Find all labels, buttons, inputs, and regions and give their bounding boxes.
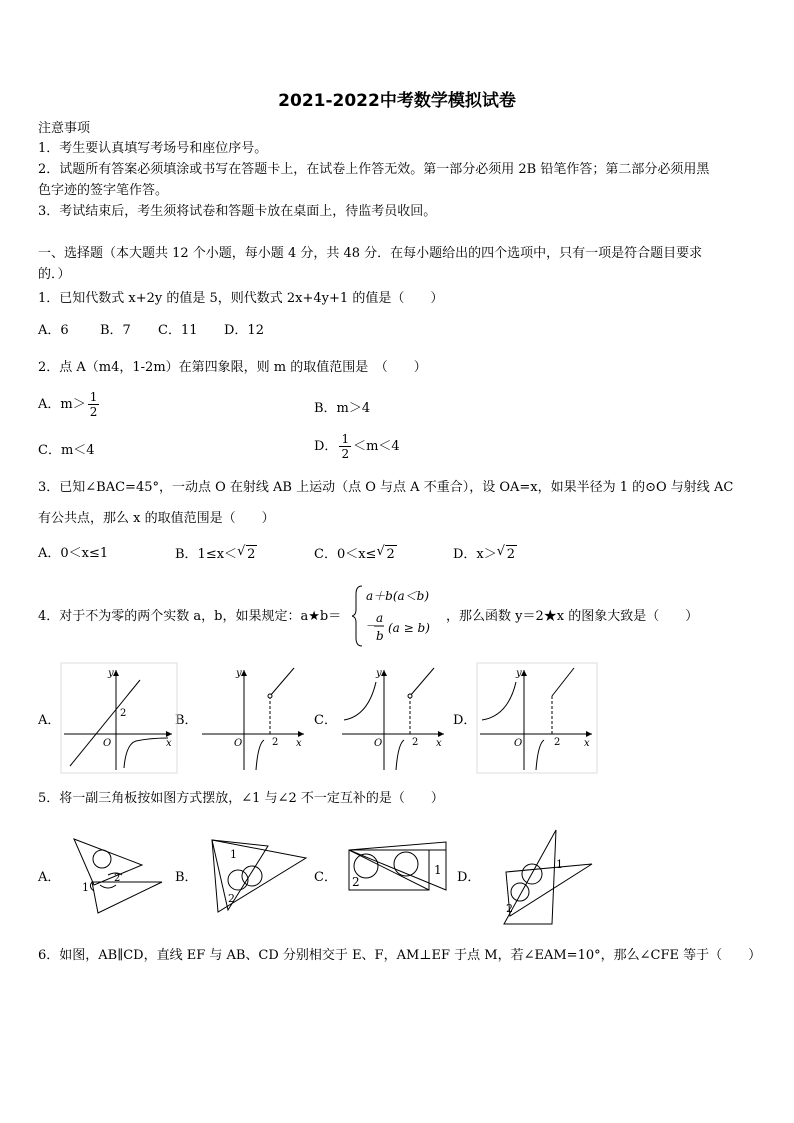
set-square-figure-c <box>346 838 454 894</box>
origin-label: O <box>234 738 243 749</box>
graph-b <box>198 662 310 774</box>
q2-option-b: B．m＞4 <box>314 401 371 416</box>
q2-option-d-prefix: D． <box>314 439 338 454</box>
fraction-numerator: 1 <box>89 390 98 404</box>
q1-option-d: D．12 <box>224 323 264 338</box>
q3-option-b-text: B．1≤x＜ <box>175 547 238 562</box>
set-square-figure-a <box>70 835 170 917</box>
case-2-sign: － <box>366 619 379 633</box>
q4-option-d-label: D． <box>453 713 477 728</box>
angle-2-label: 2 <box>114 873 121 884</box>
angle-1-label: 1 <box>556 858 563 871</box>
tick-label: 2 <box>554 737 561 748</box>
q2-option-c: C．m＜4 <box>38 443 95 458</box>
fraction-denominator: 2 <box>89 405 98 419</box>
sqrt-symbol: √ 2 <box>506 545 517 564</box>
question-6-stem: 6．如图，AB∥CD，直线 EF 与 AB、CD 分别相交于 E、F，AM⊥EF 于点 M，若∠EAM=10°，那么∠CFE 等于（ ） <box>38 948 762 963</box>
set-square-figure-d <box>500 828 598 928</box>
q4-option-c-label: C． <box>314 713 337 728</box>
case-2-denominator: b <box>376 629 384 643</box>
x-axis-label: x <box>584 738 590 749</box>
y-axis-label: y <box>516 668 522 679</box>
origin-label: O <box>514 738 523 749</box>
q3-option-a: A．0＜x≤1 <box>38 546 109 561</box>
fraction <box>339 432 351 461</box>
question-4-stem-suffix: ，那么函数 y＝2★x 的图象大致是（ ） <box>446 609 699 624</box>
tick-label: 2 <box>120 708 127 719</box>
x-axis-label: x <box>166 738 172 749</box>
angle-2-label: 2 <box>228 892 235 905</box>
y-axis-label: y <box>236 668 242 679</box>
y-axis-label: y <box>376 668 382 679</box>
q2-option-d-suffix: ＜m＜4 <box>353 439 400 454</box>
q1-option-b: B．7 <box>100 323 131 338</box>
fraction-numerator: 1 <box>341 432 350 446</box>
tick-label: 2 <box>272 737 279 748</box>
x-axis-label: x <box>436 738 442 749</box>
question-2-stem: 2．点 A（m4，1-2m）在第四象限，则 m 的取值范围是 （ ） <box>38 360 427 375</box>
notice-heading: 注意事项 <box>38 121 91 136</box>
q2-option-a-text: A．m＞ <box>38 397 86 412</box>
case-1: a＋b(a＜b) <box>366 589 430 603</box>
q5-option-a-label: A． <box>38 870 61 885</box>
sqrt-symbol: √ 2 <box>385 545 396 564</box>
angle-2-label: 2 <box>506 902 513 915</box>
origin-label: O <box>374 738 383 749</box>
q4-option-a-label: A． <box>38 713 61 728</box>
angle-1-label: 1 <box>230 848 237 861</box>
q3-option-b <box>175 545 257 564</box>
q5-option-b-label: B． <box>175 870 198 885</box>
case-2-condition: (a ≥ b) <box>388 621 430 635</box>
q2-option-d <box>314 432 400 461</box>
question-3-stem-cont: 有公共点，那么 x 的取值范围是（ ） <box>38 511 275 526</box>
section-heading-cont: 的．） <box>38 267 71 282</box>
angle-1-label: 1 <box>434 863 442 877</box>
y-axis-label: y <box>108 668 114 679</box>
question-4-stem-prefix: 4．对于不为零的两个实数 a，b，如果规定：a★b＝ <box>38 609 342 624</box>
fraction <box>88 390 100 419</box>
case-2-numerator: a <box>376 611 384 625</box>
notice-item: 3．考试结束后，考生须将试卷和答题卡放在桌面上，待监考员收回。 <box>38 204 437 219</box>
notice-item: 2．试题所有答案必须填涂或书写在答题卡上，在试卷上作答无效。第一部分必须用 2B 铅笔作答；第二部分必须用黑 <box>38 162 710 177</box>
piecewise-definition <box>352 584 442 648</box>
origin-label: O <box>103 738 112 749</box>
question-3-stem: 3．已知∠BAC=45°，一动点 O 在射线 AB 上运动（点 O 与点 A 不重合），设 OA=x，如果半径为 1 的⊙O 与射线 AC <box>38 480 734 495</box>
tick-label: 2 <box>412 737 419 748</box>
section-heading: 一、选择题（本大题共 12 个小题，每小题 4 分，共 48 分．在每小题给出的四个选项中，只有一项是符合题目要求 <box>38 246 703 261</box>
x-axis-label: x <box>296 738 302 749</box>
angle-2-label: 2 <box>352 875 360 889</box>
fraction-denominator: 2 <box>341 447 350 461</box>
q1-option-a: A．6 <box>38 323 69 338</box>
notice-item: 色字迹的签字笔作答。 <box>38 183 169 198</box>
q2-option-a <box>38 390 101 419</box>
set-square-figure-b <box>208 830 310 914</box>
notice-item: 1．考生要认真填写考场号和座位序号。 <box>38 141 268 156</box>
graph-c <box>338 662 450 774</box>
q5-option-d-label: D． <box>457 870 481 885</box>
q3-option-c-text: C．0＜x≤ <box>314 547 377 562</box>
angle-1-label: 1 <box>82 881 89 894</box>
q3-option-d <box>453 545 517 564</box>
graph-d <box>476 662 598 774</box>
q4-option-b-label: B． <box>175 713 198 728</box>
q3-option-d-text: D．x＞ <box>453 547 497 562</box>
graph-a <box>60 662 178 774</box>
q1-option-c: C．11 <box>158 323 198 338</box>
question-5-stem: 5．将一副三角板按如图方式摆放，∠1 与∠2 不一定互补的是（ ） <box>38 791 444 806</box>
q3-option-c <box>314 545 397 564</box>
q5-option-c-label: C． <box>314 870 337 885</box>
question-1-stem: 1．已知代数式 x+2y 的值是 5，则代数式 2x+4y+1 的值是（ ） <box>38 291 444 306</box>
sqrt-symbol: √ 2 <box>246 545 257 564</box>
page-title: 2021-2022中考数学模拟试卷 <box>278 91 516 111</box>
